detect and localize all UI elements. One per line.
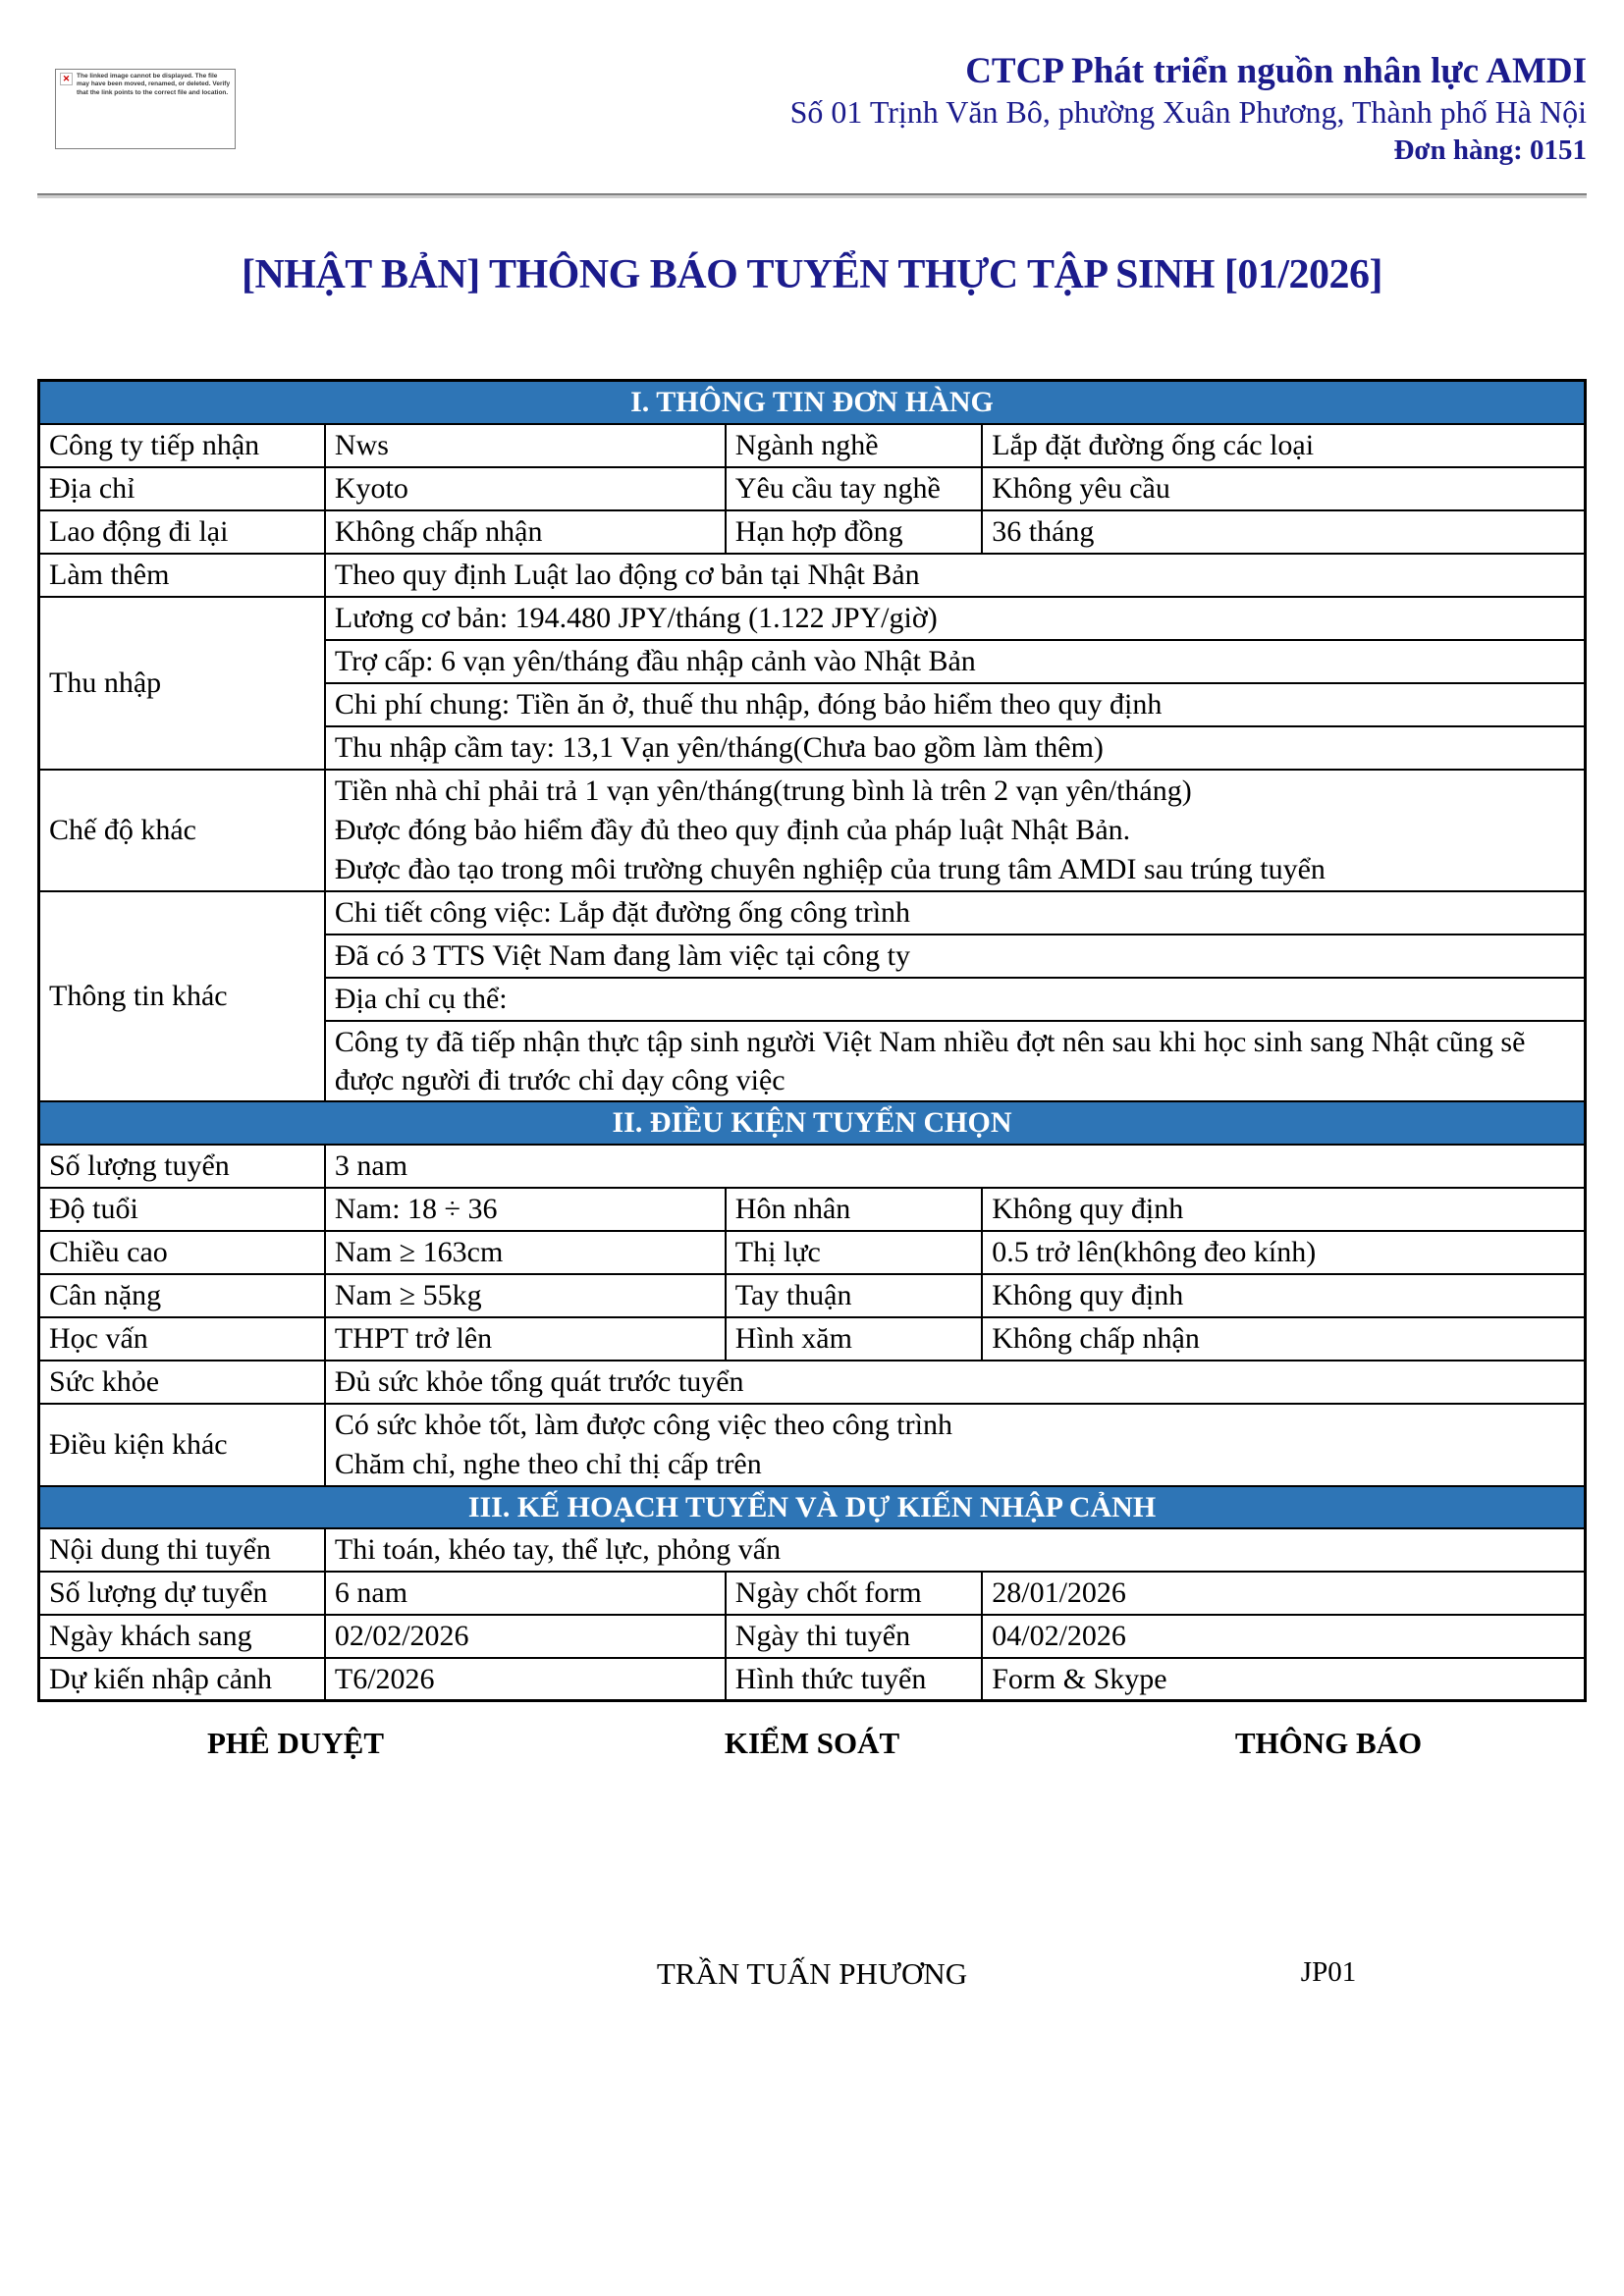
broken-image-message: The linked image cannot be displayed. The file may have been moved, renamed, or deleted. Verify that the link points to the correct file and location. — [77, 73, 231, 96]
row-label: Ngày thi tuyển — [726, 1615, 982, 1658]
row-overtime — [39, 554, 1586, 597]
benefit-line: Tiền nhà chỉ phải trả 1 vạn yên/tháng(trung bình là trên 2 vạn yên/tháng) — [334, 774, 1192, 807]
section1-header-row — [39, 381, 1586, 424]
row-label: Học vấn — [39, 1317, 325, 1361]
row-label: Ngày khách sang — [39, 1615, 325, 1658]
row-value: Chi tiết công việc: Lắp đặt đường ống công trình — [325, 891, 1586, 934]
row-health — [39, 1361, 1586, 1404]
row-value: Không quy định — [982, 1188, 1585, 1231]
row-value: Lương cơ bản: 194.480 JPY/tháng (1.122 JPY/giờ) — [325, 597, 1586, 640]
row-value — [325, 770, 1586, 891]
row-label: Chiều cao — [39, 1231, 325, 1274]
row-label: Số lượng dự tuyển — [39, 1572, 325, 1615]
signature-names-row — [37, 1956, 1587, 1992]
row-label: Tay thuận — [726, 1274, 982, 1317]
row-label: Thị lực — [726, 1231, 982, 1274]
row-other-conditions — [39, 1404, 1586, 1486]
row-arrival — [39, 1615, 1586, 1658]
header-divider — [37, 193, 1587, 198]
section3-title: III. KẾ HOẠCH TUYỂN VÀ DỰ KIẾN NHẬP CẢNH — [39, 1486, 1586, 1528]
signature-announce: THÔNG BÁO — [1234, 1726, 1423, 1760]
row-label: Hình thức tuyển — [726, 1658, 982, 1701]
row-label: Ngành nghề — [726, 424, 982, 467]
row-value: Theo quy định Luật lao động cơ bản tại Nhật Bản — [325, 554, 1586, 597]
row-value: Chi phí chung: Tiền ăn ở, thuế thu nhập, đóng bảo hiểm theo quy định — [325, 683, 1586, 726]
row-label: Dự kiến nhập cảnh — [39, 1658, 325, 1701]
signature-approve: PHÊ DUYỆT — [207, 1726, 384, 1760]
signature-control: KIỂM SOÁT — [724, 1726, 900, 1760]
row-value: Form & Skype — [982, 1658, 1585, 1701]
recruitment-table — [37, 379, 1587, 1702]
row-value: Nam ≥ 55kg — [325, 1274, 726, 1317]
row-value: 04/02/2026 — [982, 1615, 1585, 1658]
row-value: Không chấp nhận — [982, 1317, 1585, 1361]
row-value: Trợ cấp: 6 vạn yên/tháng đầu nhập cảnh vào Nhật Bản — [325, 640, 1586, 683]
document-title: [NHẬT BẢN] THÔNG BÁO TUYỂN THỰC TẬP SINH [01/2026] — [241, 252, 1383, 297]
row-exam — [39, 1528, 1586, 1572]
row-value: 02/02/2026 — [325, 1615, 726, 1658]
section2-header-row — [39, 1101, 1586, 1145]
row-value: Kyoto — [325, 467, 726, 510]
row-label: Yêu cầu tay nghề — [726, 467, 982, 510]
row-age — [39, 1188, 1586, 1231]
benefit-line: Được đào tạo trong môi trường chuyên nghiệp của trung tâm AMDI sau trúng tuyển — [334, 852, 1326, 885]
company-address: Số 01 Trịnh Văn Bô, phường Xuân Phương, Thành phố Hà Nội — [789, 94, 1587, 130]
row-value: Lắp đặt đường ống các loại — [982, 424, 1585, 467]
row-weight — [39, 1274, 1586, 1317]
row-value: Nam ≥ 163cm — [325, 1231, 726, 1274]
row-quantity — [39, 1145, 1586, 1188]
row-label: Lao động đi lại — [39, 510, 325, 554]
row-address — [39, 467, 1586, 510]
row-value: 6 nam — [325, 1572, 726, 1615]
row-label: Chế độ khác — [39, 770, 325, 891]
row-candidates — [39, 1572, 1586, 1615]
row-label: Làm thêm — [39, 554, 325, 597]
row-entry — [39, 1658, 1586, 1701]
row-label: Hôn nhân — [726, 1188, 982, 1231]
row-value: Không chấp nhận — [325, 510, 726, 554]
row-value: THPT trở lên — [325, 1317, 726, 1361]
row-label: Công ty tiếp nhận — [39, 424, 325, 467]
row-label: Điều kiện khác — [39, 1404, 325, 1486]
row-label: Số lượng tuyển — [39, 1145, 325, 1188]
section2-title: II. ĐIỀU KIỆN TUYỂN CHỌN — [39, 1101, 1586, 1145]
row-label: Sức khỏe — [39, 1361, 325, 1404]
broken-image-x-icon: ✕ — [60, 73, 73, 85]
section1-title: I. THÔNG TIN ĐƠN HÀNG — [39, 381, 1586, 424]
row-education — [39, 1317, 1586, 1361]
signer-code: JP01 — [1300, 1956, 1357, 1988]
row-label: Nội dung thi tuyển — [39, 1528, 325, 1572]
row-label: Độ tuổi — [39, 1188, 325, 1231]
row-label: Cân nặng — [39, 1274, 325, 1317]
row-value: 0.5 trở lên(không đeo kính) — [982, 1231, 1585, 1274]
row-label: Hạn hợp đồng — [726, 510, 982, 554]
signature-titles-row — [37, 1726, 1587, 1761]
row-label: Thông tin khác — [39, 891, 325, 1101]
row-value: Công ty đã tiếp nhận thực tập sinh người Việt Nam nhiều đợt nên sau khi học sinh sang Nhật cũng sẽ được người đi trước chỉ dạy công việc — [325, 1021, 1586, 1101]
signature-approve-name — [37, 1956, 554, 1992]
row-value: Thu nhập cầm tay: 13,1 Vạn yên/tháng(Chưa bao gồm làm thêm) — [325, 726, 1586, 770]
letterhead — [37, 51, 1587, 169]
row-label: Hình xăm — [726, 1317, 982, 1361]
row-travel — [39, 510, 1586, 554]
benefit-line: Được đóng bảo hiểm đầy đủ theo quy định của pháp luật Nhật Bản. — [334, 813, 1131, 846]
row-value: Thi toán, khéo tay, thể lực, phỏng vấn — [325, 1528, 1586, 1572]
signer-name: TRẦN TUẤN PHƯƠNG — [656, 1956, 968, 1991]
row-label: Thu nhập — [39, 597, 325, 770]
row-benefits — [39, 770, 1586, 891]
company-name: CTCP Phát triển nguồn nhân lực AMDI — [965, 51, 1587, 91]
row-value: Đã có 3 TTS Việt Nam đang làm việc tại công ty — [325, 934, 1586, 978]
row-value: 3 nam — [325, 1145, 1586, 1188]
condition-line: Chăm chỉ, nghe theo chỉ thị cấp trên — [334, 1447, 762, 1480]
row-label: Địa chỉ — [39, 467, 325, 510]
row-value — [325, 1404, 1586, 1486]
row-value: Địa chỉ cụ thể: — [325, 978, 1586, 1021]
section3-header-row — [39, 1486, 1586, 1528]
row-value: 36 tháng — [982, 510, 1585, 554]
row-other-info-1 — [39, 891, 1586, 934]
order-number: Đơn hàng: 0151 — [1393, 134, 1587, 166]
row-value: 28/01/2026 — [982, 1572, 1585, 1615]
row-value: Không yêu cầu — [982, 467, 1585, 510]
row-value: Đủ sức khỏe tổng quát trước tuyển — [325, 1361, 1586, 1404]
row-value: T6/2026 — [325, 1658, 726, 1701]
row-company — [39, 424, 1586, 467]
row-label: Ngày chốt form — [726, 1572, 982, 1615]
row-value: Nws — [325, 424, 726, 467]
row-height — [39, 1231, 1586, 1274]
row-value: Nam: 18 ÷ 36 — [325, 1188, 726, 1231]
row-value: Không quy định — [982, 1274, 1585, 1317]
condition-line: Có sức khỏe tốt, làm được công việc theo công trình — [334, 1408, 952, 1441]
row-income-1 — [39, 597, 1586, 640]
